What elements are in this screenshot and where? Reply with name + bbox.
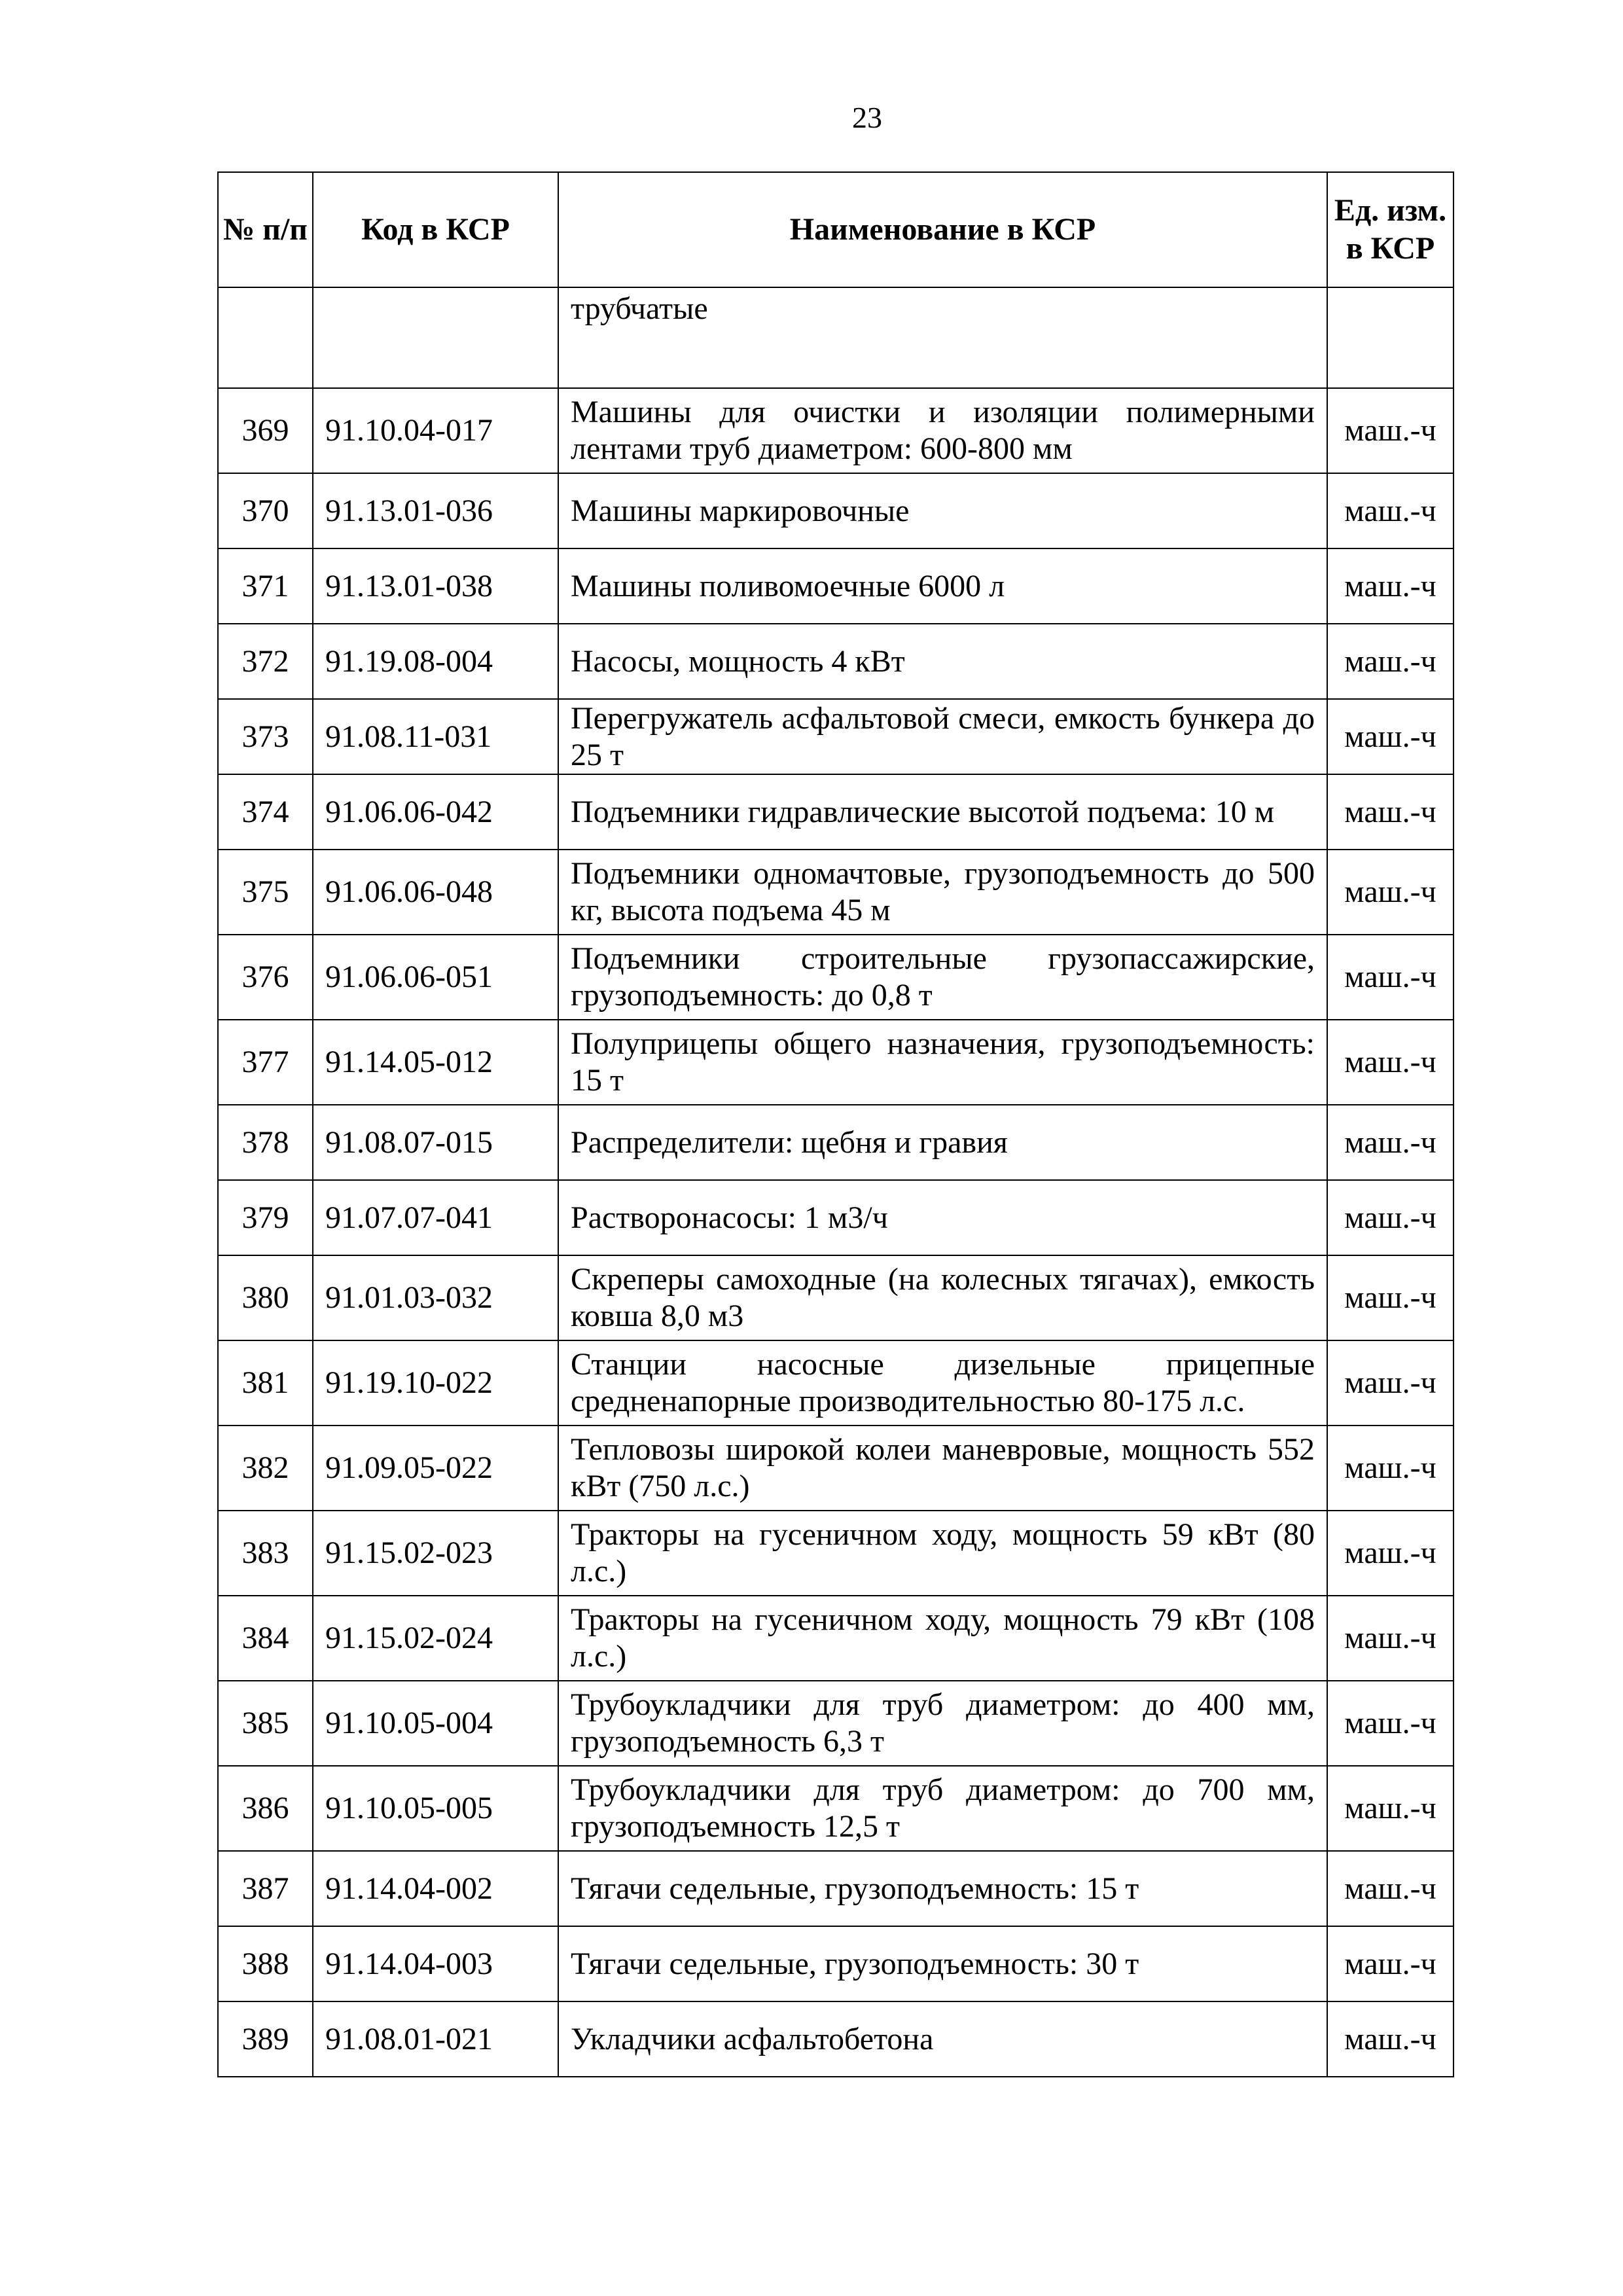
code-cell: 91.06.06-042 <box>313 774 558 850</box>
table-row <box>218 473 1454 548</box>
num-cell: 384 <box>218 1596 313 1681</box>
table-row <box>218 850 1454 935</box>
code-cell: 91.09.05-022 <box>313 1426 558 1511</box>
table-body <box>218 287 1454 2077</box>
unit-cell: маш.-ч <box>1327 1255 1454 1340</box>
name-cell: Растворонасосы: 1 м3/ч <box>558 1180 1327 1255</box>
num-cell: 379 <box>218 1180 313 1255</box>
name-cell: Тепловозы широкой колеи маневровые, мощность 552 кВт (750 л.с.) <box>558 1426 1327 1511</box>
name-cell: Машины маркировочные <box>558 473 1327 548</box>
unit-cell: маш.-ч <box>1327 1681 1454 1766</box>
table-row <box>218 1255 1454 1340</box>
table-row <box>218 1511 1454 1596</box>
table-row <box>218 1766 1454 1851</box>
unit-cell: маш.-ч <box>1327 548 1454 624</box>
unit-cell: маш.-ч <box>1327 1020 1454 1105</box>
code-cell: 91.07.07-041 <box>313 1180 558 1255</box>
table-row <box>218 774 1454 850</box>
name-cell: Подъемники гидравлические высотой подъема: 10 м <box>558 774 1327 850</box>
unit-cell: маш.-ч <box>1327 1596 1454 1681</box>
table-header-row <box>218 172 1454 287</box>
table-row <box>218 1020 1454 1105</box>
num-cell: 383 <box>218 1511 313 1596</box>
num-cell: 389 <box>218 2001 313 2077</box>
name-cell: Трубоукладчики для труб диаметром: до 700 мм, грузоподъемность 12,5 т <box>558 1766 1327 1851</box>
code-cell: 91.13.01-038 <box>313 548 558 624</box>
code-cell: 91.10.05-004 <box>313 1681 558 1766</box>
code-cell: 91.10.05-005 <box>313 1766 558 1851</box>
unit-cell: маш.-ч <box>1327 1926 1454 2001</box>
unit-cell: маш.-ч <box>1327 935 1454 1020</box>
table-row <box>218 1105 1454 1180</box>
unit-cell: маш.-ч <box>1327 2001 1454 2077</box>
num-cell: 387 <box>218 1851 313 1926</box>
code-cell: 91.15.02-024 <box>313 1596 558 1681</box>
ksr-table <box>217 171 1454 2077</box>
name-cell: Станции насосные дизельные прицепные средненапорные производительностью 80-175 л.с. <box>558 1340 1327 1426</box>
continuation-num-cell <box>218 287 313 388</box>
table-row <box>218 1340 1454 1426</box>
num-cell: 380 <box>218 1255 313 1340</box>
table-row <box>218 624 1454 699</box>
num-cell: 388 <box>218 1926 313 2001</box>
name-cell: Тягачи седельные, грузоподъемность: 30 т <box>558 1926 1327 2001</box>
name-cell: Укладчики асфальтобетона <box>558 2001 1327 2077</box>
continuation-row <box>218 287 1454 388</box>
num-cell: 372 <box>218 624 313 699</box>
unit-cell: маш.-ч <box>1327 699 1454 774</box>
header-name: Наименование в КСР <box>558 172 1327 287</box>
code-cell: 91.10.04-017 <box>313 388 558 473</box>
code-cell: 91.14.04-003 <box>313 1926 558 2001</box>
table-row <box>218 2001 1454 2077</box>
num-cell: 381 <box>218 1340 313 1426</box>
unit-cell: маш.-ч <box>1327 388 1454 473</box>
name-cell: Распределители: щебня и гравия <box>558 1105 1327 1180</box>
code-cell: 91.13.01-036 <box>313 473 558 548</box>
name-cell: Насосы, мощность 4 кВт <box>558 624 1327 699</box>
code-cell: 91.06.06-048 <box>313 850 558 935</box>
code-cell: 91.08.11-031 <box>313 699 558 774</box>
name-cell: Тягачи седельные, грузоподъемность: 15 т <box>558 1851 1327 1926</box>
table-row <box>218 935 1454 1020</box>
name-cell: Машины поливомоечные 6000 л <box>558 548 1327 624</box>
code-cell: 91.15.02-023 <box>313 1511 558 1596</box>
code-cell: 91.19.08-004 <box>313 624 558 699</box>
code-cell: 91.08.07-015 <box>313 1105 558 1180</box>
code-cell: 91.14.05-012 <box>313 1020 558 1105</box>
unit-cell: маш.-ч <box>1327 624 1454 699</box>
table-row <box>218 548 1454 624</box>
code-cell: 91.19.10-022 <box>313 1340 558 1426</box>
code-cell: 91.08.01-021 <box>313 2001 558 2077</box>
table-row <box>218 388 1454 473</box>
name-cell: Тракторы на гусеничном ходу, мощность 59 кВт (80 л.с.) <box>558 1511 1327 1596</box>
name-cell: Трубоукладчики для труб диаметром: до 400 мм, грузоподъемность 6,3 т <box>558 1681 1327 1766</box>
table-row <box>218 1596 1454 1681</box>
table-row <box>218 699 1454 774</box>
num-cell: 382 <box>218 1426 313 1511</box>
num-cell: 375 <box>218 850 313 935</box>
table-row <box>218 1681 1454 1766</box>
num-cell: 378 <box>218 1105 313 1180</box>
continuation-unit-cell <box>1327 287 1454 388</box>
header-unit: Ед. изм. в КСР <box>1327 172 1454 287</box>
code-cell: 91.01.03-032 <box>313 1255 558 1340</box>
unit-cell: маш.-ч <box>1327 473 1454 548</box>
unit-cell: маш.-ч <box>1327 1511 1454 1596</box>
num-cell: 386 <box>218 1766 313 1851</box>
continuation-code-cell <box>313 287 558 388</box>
unit-cell: маш.-ч <box>1327 850 1454 935</box>
code-cell: 91.14.04-002 <box>313 1851 558 1926</box>
table-row <box>218 1426 1454 1511</box>
num-cell: 371 <box>218 548 313 624</box>
table-row <box>218 1180 1454 1255</box>
num-cell: 374 <box>218 774 313 850</box>
num-cell: 376 <box>218 935 313 1020</box>
name-cell: Подъемники одномачтовые, грузоподъемность до 500 кг, высота подъема 45 м <box>558 850 1327 935</box>
unit-cell: маш.-ч <box>1327 774 1454 850</box>
name-cell: Скреперы самоходные (на колесных тягачах), емкость ковша 8,0 м3 <box>558 1255 1327 1340</box>
header-num: № п/п <box>218 172 313 287</box>
num-cell: 385 <box>218 1681 313 1766</box>
name-cell: Подъемники строительные грузопассажирские, грузоподъемность: до 0,8 т <box>558 935 1327 1020</box>
num-cell: 377 <box>218 1020 313 1105</box>
name-cell: Тракторы на гусеничном ходу, мощность 79 кВт (108 л.с.) <box>558 1596 1327 1681</box>
name-cell: Полуприцепы общего назначения, грузоподъемность: 15 т <box>558 1020 1327 1105</box>
num-cell: 369 <box>218 388 313 473</box>
name-cell: Машины для очистки и изоляции полимерными лентами труб диаметром: 600-800 мм <box>558 388 1327 473</box>
header-code: Код в КСР <box>313 172 558 287</box>
num-cell: 373 <box>218 699 313 774</box>
table-row <box>218 1926 1454 2001</box>
table-row <box>218 1851 1454 1926</box>
continuation-name-cell: трубчатые <box>558 287 1327 388</box>
name-cell: Перегружатель асфальтовой смеси, емкость бункера до 25 т <box>558 699 1327 774</box>
num-cell: 370 <box>218 473 313 548</box>
page-number: 23 <box>852 101 882 134</box>
code-cell: 91.06.06-051 <box>313 935 558 1020</box>
unit-cell: маш.-ч <box>1327 1851 1454 1926</box>
unit-cell: маш.-ч <box>1327 1340 1454 1426</box>
unit-cell: маш.-ч <box>1327 1105 1454 1180</box>
unit-cell: маш.-ч <box>1327 1180 1454 1255</box>
unit-cell: маш.-ч <box>1327 1766 1454 1851</box>
unit-cell: маш.-ч <box>1327 1426 1454 1511</box>
